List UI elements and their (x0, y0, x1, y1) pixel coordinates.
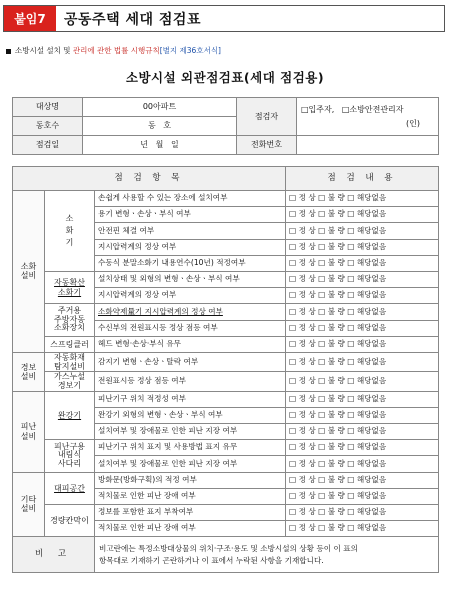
subcat-auto-extinguisher: 자동확산 소화기 (45, 271, 95, 303)
item-row: 피난기구 위치 적정성 여부 (95, 391, 286, 407)
item-row: 설치상태 및 외형의 변형ㆍ손상ㆍ부식 여부 (95, 271, 286, 287)
result-options[interactable]: □ 정 상 □ 불 량 □ 해당없음 (286, 223, 439, 239)
item-row: 완강기 외형의 변형ㆍ손상ㆍ부식 여부 (95, 407, 286, 423)
result-options[interactable]: □ 정 상 □ 불 량 □ 해당없음 (286, 352, 439, 371)
checklist-table (12, 166, 439, 573)
item-row: 지시압력계의 정상 여부 (95, 239, 286, 255)
item-row: 지시압력계의 정상 여부 (95, 288, 286, 304)
bullet-square-icon (6, 49, 11, 54)
option-normal[interactable]: □ 정 상 (289, 193, 316, 203)
result-options[interactable]: □ 정 상 □ 불 량 □ 해당없음 (286, 288, 439, 304)
note-label: 비 고 (13, 537, 95, 573)
item-row: 용기 변형ㆍ손상ㆍ부식 여부 (95, 207, 286, 223)
item-row: 피난기구 위치 표지 및 사용방법 표지 유무 (95, 440, 286, 456)
item-row: 전원표시등 정상 점등 여부 (95, 372, 286, 391)
result-options[interactable]: □ 정 상 □ 불 량 □ 해당없음 (286, 372, 439, 391)
result-options[interactable]: □ 정 상 □ 불 량 □ 해당없음 (286, 424, 439, 440)
result-options[interactable]: □ 정 상 □ 불 량 □ 해당없음 (286, 521, 439, 537)
result-options[interactable]: □ 정 상 □ 불 량 □ 해당없음 (286, 336, 439, 352)
subcat-kitchen-extinguisher: 주거용 주방자동 소화장치 (45, 304, 95, 336)
subcat-evac-space: 대피공간 (45, 472, 95, 504)
header-items: 점 검 항 목 (13, 167, 286, 191)
category-other: 기타 설비 (13, 472, 45, 537)
item-row: 수동식 분말소화기 내용연수(10년) 적정여부 (95, 255, 286, 271)
value-unit[interactable]: 동 호 (83, 117, 237, 136)
result-options[interactable]: □ 정 상 □ 불 량 □ 해당없음 (286, 407, 439, 423)
label-unit: 동호수 (13, 117, 83, 136)
subcat-evac-ladder: 피난구용 내림식 사다리 (45, 440, 95, 472)
option-na[interactable]: □ 해당없음 (347, 193, 387, 203)
seal-mark: (인) (406, 118, 420, 128)
legal-reference: 소방시설 설치 및 관리에 관한 법률 시행규칙[별지 제36호서식] (6, 45, 221, 56)
result-options[interactable]: □ 정 상 □ 불 량 □ 해당없음 (286, 239, 439, 255)
subcat-descender: 완강기 (45, 391, 95, 440)
info-table (12, 97, 439, 155)
header-results: 점 검 내 용 (286, 167, 439, 191)
result-options[interactable]: □ 정 상 □ 불 량 □ 해당없음 (286, 488, 439, 504)
subcat-fire-detector: 자동화재 탐지설비 (45, 352, 95, 371)
header-title: 공동주택 세대 점검표 (64, 11, 201, 28)
subcat-gas-alarm: 가스누설 경보기 (45, 372, 95, 391)
category-evacuation: 피난 설비 (13, 391, 45, 472)
result-options[interactable]: □ 정 상 □ 불 량 □ 해당없음 (286, 472, 439, 488)
attachment-badge: 붙임7 (4, 6, 56, 31)
item-row: 설치여부 및 장애물로 인한 피난 지장 여부 (95, 424, 286, 440)
result-options[interactable]: □ 정 상 □ 불 량 □ 해당없음 (286, 255, 439, 271)
inspector-options (297, 98, 439, 136)
option-resident[interactable]: □입주자, (301, 105, 335, 115)
option-safety-manager[interactable]: □소방안전관리자 (341, 105, 404, 115)
item-row: 감지기 변형ㆍ손상ㆍ탈락 여부 (95, 352, 286, 371)
result-options[interactable]: □ 정 상 □ 불 량 □ 해당없음 (286, 304, 439, 320)
label-target-name: 대상명 (13, 98, 83, 117)
item-row: 손쉽게 사용할 수 있는 장소에 설치여부 (95, 191, 286, 207)
result-options[interactable]: □ 정 상 □ 불 량 □ 해당없음 (286, 504, 439, 520)
item-row: 방화문(방화구획)의 적정 여부 (95, 472, 286, 488)
document-header (3, 5, 445, 32)
label-inspector: 점검자 (237, 98, 297, 136)
item-row: 적치물로 인한 피난 장애 여부 (95, 488, 286, 504)
result-options[interactable]: □ 정 상 □ 불 량 □ 해당없음 (286, 456, 439, 472)
item-row: 소화약제量기 지시압력계의 정상 여부 (95, 304, 286, 320)
result-options[interactable]: □ 정 상 □ 불 량 □ 해당없음 (286, 391, 439, 407)
item-row: 헤드 변형·손상·부식 유무 (95, 336, 286, 352)
note-text[interactable]: 비고란에는 특정소방대상물의 위치·구조·용도 및 소방시설의 상황 등이 이 표의 항목대로 기재하기 곤란하거나 이 표에서 누락된 사항을 기재합니다. (95, 537, 439, 573)
result-options[interactable]: □ 정 상 □ 불 량 □ 해당없음 (286, 207, 439, 223)
item-row: 설치여부 및 장애물로 인한 피난 지장 여부 (95, 456, 286, 472)
value-date[interactable]: 년 월 일 (83, 136, 237, 155)
label-phone: 전화번호 (237, 136, 297, 155)
label-date: 점검일 (13, 136, 83, 155)
form-title: 소방시설 외관점검표(세대 점검용) (125, 70, 325, 85)
result-options[interactable] (286, 191, 439, 207)
value-phone[interactable] (297, 136, 439, 155)
result-options[interactable]: □ 정 상 □ 불 량 □ 해당없음 (286, 440, 439, 456)
option-defective[interactable]: □ 불 량 (318, 193, 345, 203)
subcat-extinguisher: 소 화 기 (45, 191, 95, 272)
result-options[interactable]: □ 정 상 □ 불 량 □ 해당없음 (286, 320, 439, 336)
item-row: 정보를 포함한 표지 부착여부 (95, 504, 286, 520)
item-row: 적치물로 인한 피난 장애 여부 (95, 521, 286, 537)
category-alarm: 경보 설비 (13, 352, 45, 391)
subcat-light-partition: 경량칸막이 (45, 504, 95, 536)
subcat-sprinkler: 스프링클러 (45, 336, 95, 352)
item-row: 안전핀 체결 여부 (95, 223, 286, 239)
item-row: 수신부의 전원표시등 정상 점등 여부 (95, 320, 286, 336)
result-options[interactable]: □ 정 상 □ 불 량 □ 해당없음 (286, 271, 439, 287)
value-target-name[interactable]: 00아파트 (83, 98, 237, 117)
category-fire-suppression: 소화 설비 (13, 191, 45, 353)
